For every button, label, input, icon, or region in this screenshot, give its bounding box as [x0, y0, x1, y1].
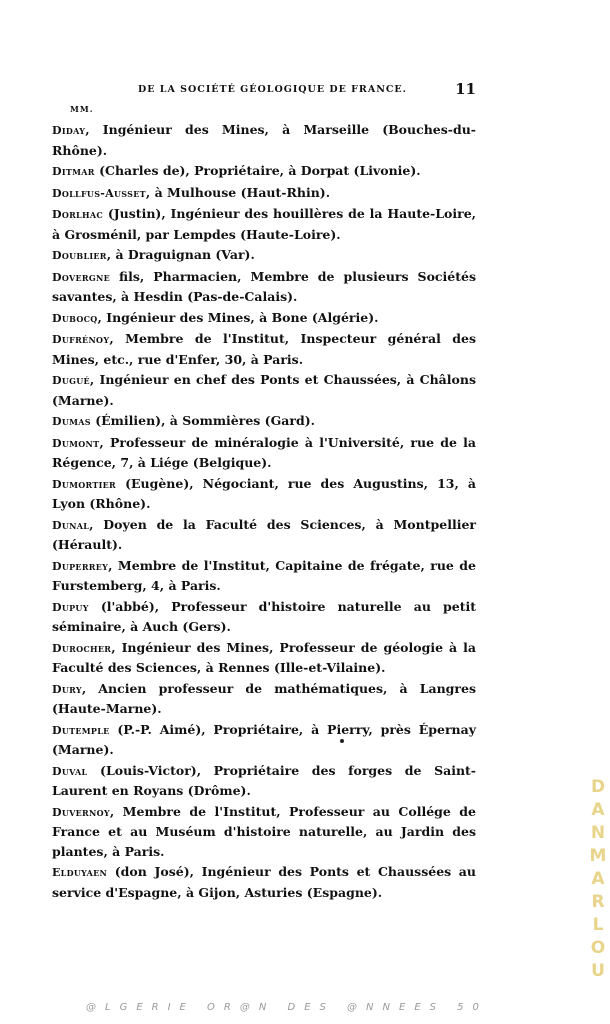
member-entry [52, 329, 476, 369]
member-entry [52, 862, 476, 902]
member-entry [52, 433, 476, 473]
mm-label: MM. [70, 104, 94, 114]
watermark-letter: A [591, 869, 605, 889]
member-entry [52, 161, 476, 182]
member-details: , Ingénieur des Mines, à Bone (Algérie). [97, 309, 379, 325]
member-list [52, 120, 476, 903]
member-name: Dubocq [52, 311, 98, 325]
bottom-watermark: @LGERIE OR@N DES @NNEES 50 [86, 1002, 488, 1013]
member-details: fils, Pharmacien, Membre de plusieurs Sociétés savantes, à Hesdin (Pas-de-Calais). [52, 268, 476, 304]
member-details: (l'abbé), Professeur d'histoire naturelle au petit séminaire, à Auch (Gers). [52, 598, 476, 634]
member-name: Dutemple [52, 723, 110, 737]
member-details: (Justin), Ingénieur des houillères de la Haute-Loire, à Grosménil, par Lempdes (Haute-Loire). [52, 206, 476, 242]
member-details: (don José), Ingénieur des Ponts et Chaussées au service d'Espagne, à Gijon, Asturies (Espagne). [52, 864, 476, 900]
member-details: (Charles de), Propriétaire, à Dorpat (Livonie). [94, 163, 421, 178]
member-name: Dury [52, 682, 82, 696]
member-entry [52, 802, 476, 862]
watermark-letter: U [591, 961, 605, 981]
member-entry [52, 411, 476, 432]
member-details: , Membre de l'Institut, Inspecteur général des Mines, etc., rue d'Enfer, 30, à Paris. [52, 331, 476, 367]
watermark-letter: A [591, 800, 605, 820]
watermark-letter: M [589, 846, 607, 866]
member-details: (Eugène), Négociant, rue des Augustins, 13, à Lyon (Rhône). [52, 475, 476, 511]
member-entry [52, 597, 476, 637]
member-entry [52, 120, 476, 160]
member-details: , Ingénieur des Mines, Professeur de géologie à la Faculté des Sciences, à Rennes (Ille-et-Vilaine). [52, 639, 476, 675]
watermark-letter: L [592, 915, 604, 935]
member-details: , Membre de l'Institut, Capitaine de frégate, rue de Furstemberg, 4, à Paris. [52, 557, 476, 593]
member-name: Dollfus-Ausset [52, 186, 146, 200]
member-entry [52, 474, 476, 514]
member-entry [52, 308, 476, 329]
member-entry [52, 761, 476, 801]
member-name: Ditmar [52, 165, 95, 178]
member-name: Dovergne [52, 270, 110, 284]
vertical-watermark [588, 776, 608, 983]
member-entry [52, 204, 476, 244]
member-entry [52, 679, 476, 719]
member-name: Duvernoy [52, 805, 110, 819]
watermark-letter: O [590, 938, 606, 958]
member-details: , Doyen de la Faculté des Sciences, à Montpellier (Hérault). [52, 516, 476, 552]
member-name: Elduyaen [52, 866, 108, 879]
member-details: (P.-P. Aimé), Propriétaire, à Pierry, près Épernay (Marne). [52, 721, 476, 757]
member-entry [52, 245, 476, 266]
member-name: Dumas [52, 415, 91, 428]
member-name: Doublier [52, 249, 107, 262]
member-details: (Émilien), à Sommières (Gard). [90, 413, 315, 428]
member-name: Dupuy [52, 600, 89, 614]
member-entry [52, 183, 476, 204]
running-title: DE LA SOCIÉTÉ GÉOLOGIQUE DE FRANCE. [138, 84, 407, 95]
stray-dot [340, 739, 344, 743]
member-details: , Membre de l'Institut, Professeur au Collége de France et au Muséum d'histoire naturelle, au Jardin des plantes, à Paris. [52, 803, 476, 859]
member-entry [52, 515, 476, 555]
member-name: Dorlhac [52, 208, 104, 221]
member-details: , à Draguignan (Var). [106, 247, 255, 262]
running-header [52, 82, 476, 100]
member-name: Dumortier [52, 477, 116, 491]
member-name: Diday [52, 124, 86, 137]
member-name: Dunal [52, 518, 90, 532]
member-details: (Louis-Victor), Propriétaire des forges de Saint-Laurent en Royans (Drôme). [52, 762, 476, 798]
member-name: Dugué [52, 374, 90, 387]
member-details: , Ingénieur en chef des Ponts et Chaussées, à Châlons (Marne). [52, 372, 476, 408]
member-details: , Professeur de minéralogie à l'Université, rue de la Régence, 7, à Liége (Belgique). [52, 434, 476, 470]
page-number: 11 [455, 80, 476, 98]
member-name: Duval [52, 764, 88, 778]
member-name: Dumont [52, 436, 100, 450]
member-details: , Ancien professeur de mathématiques, à Langres (Haute-Marne). [52, 680, 476, 716]
member-details: , à Mulhouse (Haut-Rhin). [145, 184, 331, 200]
member-details: , Ingénieur des Mines, à Marseille (Bouches-du-Rhône). [52, 122, 476, 158]
member-entry [52, 267, 476, 307]
member-entry [52, 638, 476, 678]
member-entry [52, 556, 476, 596]
member-entry [52, 720, 476, 760]
member-name: Dufrénoy [52, 333, 110, 346]
watermark-letter: R [591, 892, 605, 912]
member-entry [52, 370, 476, 410]
watermark-letter: N [590, 823, 606, 843]
watermark-letter: D [590, 777, 606, 797]
member-name: Durocher [52, 641, 112, 655]
member-name: Duperrey [52, 559, 109, 573]
